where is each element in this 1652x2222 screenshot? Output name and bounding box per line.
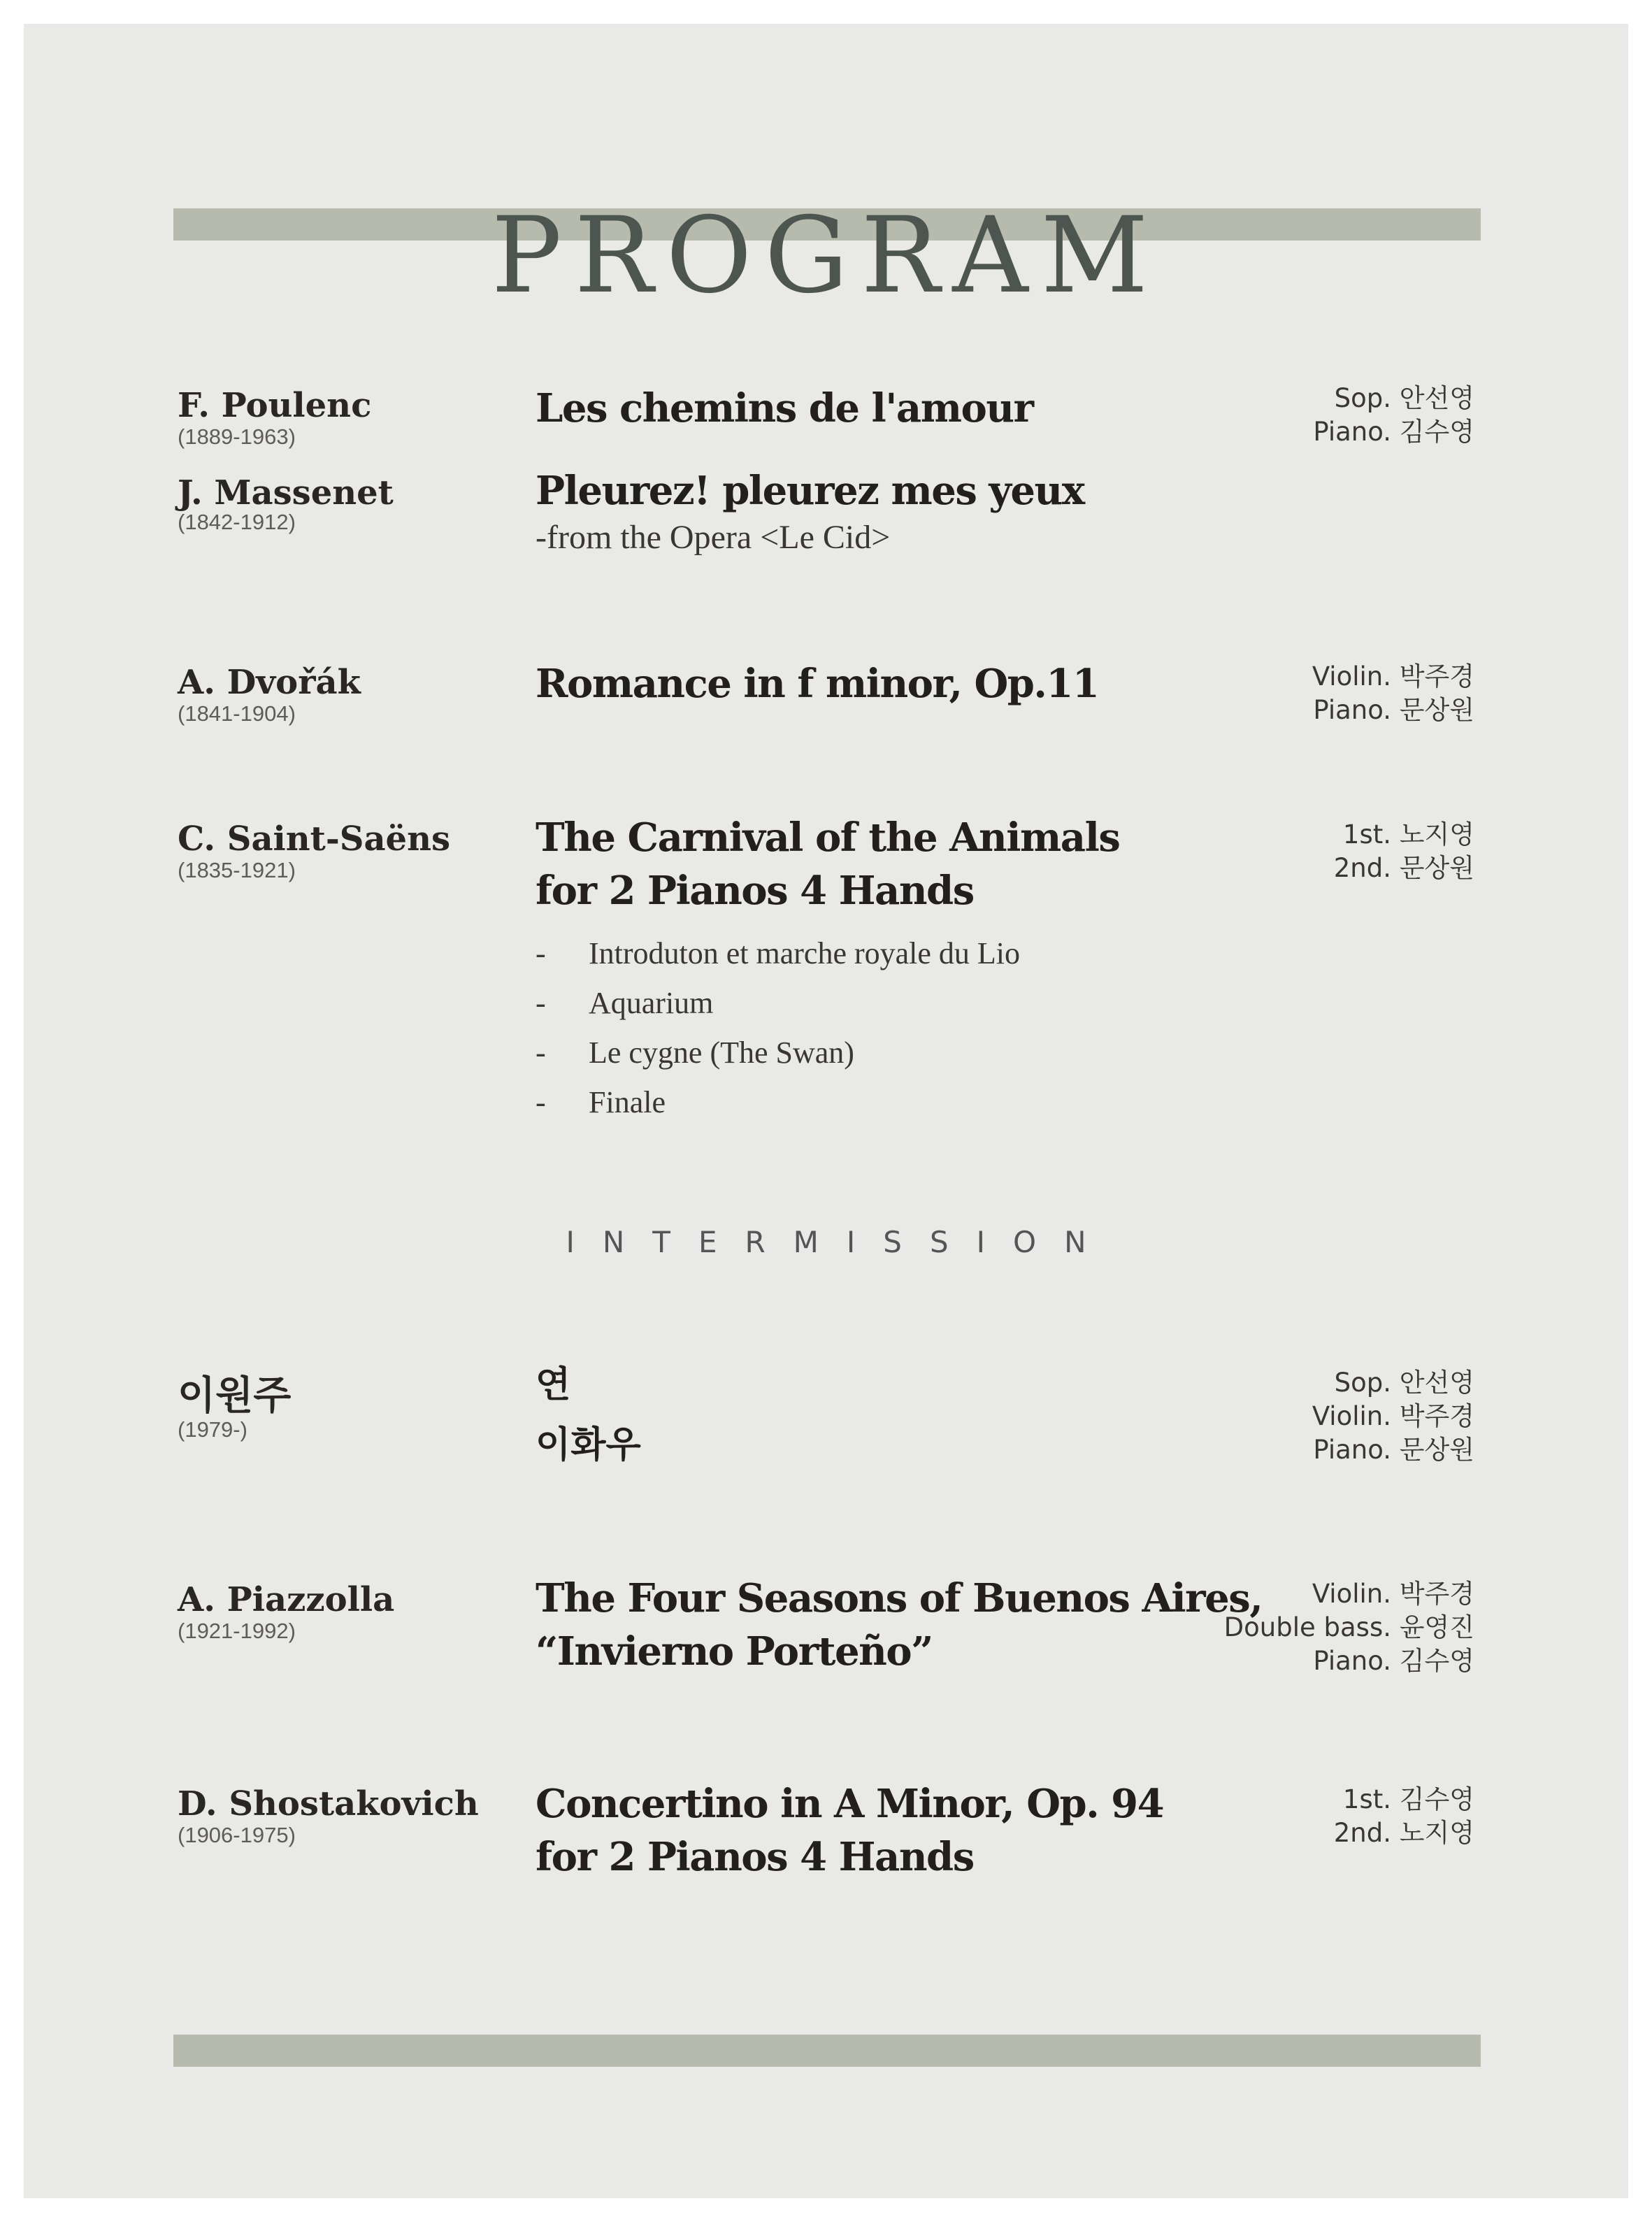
work-title-line: for 2 Pianos 4 Hands (536, 1834, 974, 1880)
performer-line: Sop. 안선영 (1334, 383, 1474, 413)
composer-dvorak (178, 663, 361, 726)
work-title-line: Concertino in A Minor, Op. 94 (536, 1781, 1164, 1827)
movement-dash: - (536, 1035, 546, 1070)
composer-massenet (178, 475, 394, 534)
work-lee-wonju (536, 1363, 641, 1467)
performer-line: Piano. 김수영 (1313, 1646, 1474, 1676)
performer-line: Piano. 김수영 (1313, 417, 1474, 447)
performer-line: 1st. 노지영 (1342, 819, 1474, 850)
movement-name: Aquarium (589, 986, 714, 1020)
performers-saint-saens (1334, 818, 1474, 885)
work-title: Les chemins de l'amour (536, 385, 1033, 431)
performers-dvorak (1312, 660, 1474, 727)
composer-years: (1835-1921) (178, 858, 296, 882)
movement-dash: - (536, 1085, 546, 1119)
performer-line: Piano. 문상원 (1313, 1435, 1474, 1465)
composer-saint-saens (178, 819, 450, 882)
composer-years: (1842-1912) (178, 510, 296, 534)
work-title: Pleurez! pleurez mes yeux (536, 468, 1084, 514)
composer-name: J. Massenet (178, 473, 394, 513)
performer-line: 2nd. 문상원 (1333, 853, 1474, 883)
movement-dash: - (536, 986, 546, 1020)
composer-name: 이원주 (178, 1373, 292, 1419)
performers-poulenc-massenet (1313, 382, 1474, 449)
work-title-line: “Invierno Porteño” (536, 1628, 933, 1675)
performers-lee-wonju (1312, 1366, 1474, 1467)
movement-item (536, 1077, 1119, 1127)
movement-name: Introduton et marche royale du Lio (589, 936, 1021, 970)
work-title-line: 연 (536, 1364, 571, 1406)
performers-shostakovich (1334, 1783, 1474, 1850)
work-dvorak (536, 657, 1098, 710)
composer-piazzolla (178, 1580, 394, 1643)
performer-line: Double bass. 윤영진 (1223, 1612, 1474, 1642)
composer-name: F. Poulenc (178, 386, 372, 425)
work-shostakovich (536, 1777, 1163, 1884)
performer-line: 1st. 김수영 (1342, 1784, 1474, 1814)
composer-years: (1979-) (178, 1417, 247, 1442)
performers-piazzolla (1224, 1577, 1474, 1678)
composer-name: A. Piazzolla (178, 1580, 395, 1619)
work-title: Romance in f minor, Op.11 (536, 661, 1099, 707)
movement-list (536, 929, 1119, 1127)
composer-years: (1906-1975) (178, 1823, 296, 1847)
movement-item (536, 978, 1119, 1028)
work-poulenc (536, 382, 1033, 435)
work-subtitle: -from the Opera <Le Cid> (536, 519, 891, 556)
work-title-line: The Carnival of the Animals (536, 815, 1120, 861)
page-title: PROGRAM (491, 194, 1161, 317)
work-piazzolla (536, 1572, 1262, 1678)
composer-years: (1921-1992) (178, 1619, 296, 1643)
movement-item (536, 929, 1119, 978)
work-title-line: The Four Seasons of Buenos Aires, (536, 1575, 1263, 1621)
composer-shostakovich (178, 1784, 479, 1847)
work-title-line: 이화우 (536, 1424, 641, 1466)
work-massenet (536, 464, 1084, 558)
composer-poulenc (178, 386, 371, 449)
composer-name: D. Shostakovich (178, 1784, 479, 1823)
work-saint-saens (536, 811, 1119, 1127)
composer-years: (1889-1963) (178, 424, 296, 449)
composer-lee-wonju (178, 1375, 291, 1442)
movement-item (536, 1028, 1119, 1077)
performer-line: Violin. 박주경 (1312, 661, 1474, 691)
movement-dash: - (536, 936, 546, 970)
work-title-line: for 2 Pianos 4 Hands (536, 868, 974, 914)
movement-name: Finale (589, 1085, 666, 1119)
movement-name: Le cygne (The Swan) (589, 1035, 854, 1070)
composer-name: A. Dvořák (178, 663, 361, 702)
performer-line: Sop. 안선영 (1334, 1368, 1474, 1398)
composer-name: C. Saint-Saëns (178, 819, 450, 859)
performer-line: 2nd. 노지영 (1333, 1818, 1474, 1848)
performer-line: Piano. 문상원 (1313, 695, 1474, 725)
bottom-divider-bar (173, 2035, 1481, 2067)
performer-line: Violin. 박주경 (1312, 1401, 1474, 1431)
performer-line: Violin. 박주경 (1312, 1579, 1474, 1609)
intermission-label: INTERMISSION (566, 1225, 1114, 1259)
composer-years: (1841-1904) (178, 701, 296, 726)
